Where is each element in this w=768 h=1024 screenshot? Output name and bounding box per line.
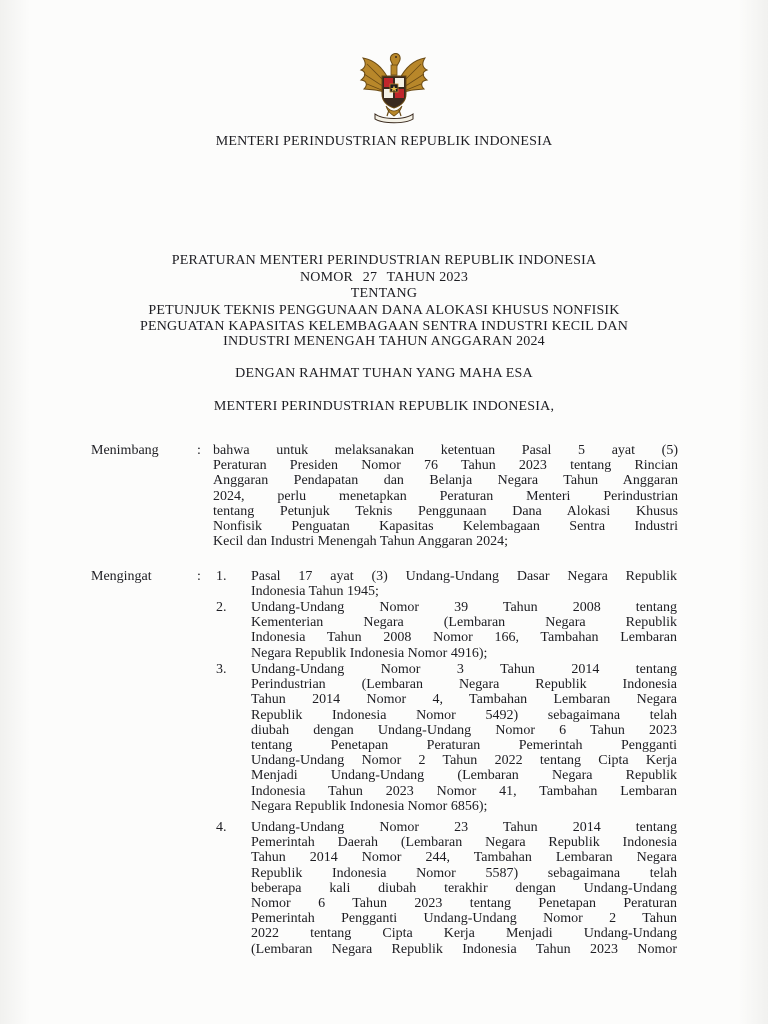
text-line: Negara Republik Indonesia Nomor 4916); [251, 645, 488, 661]
text-line: Undang-Undang Nomor 3 Tahun 2014 tentang [251, 662, 677, 677]
text-line: Tahun 2014 Nomor 4, Tambahan Lembaran Negara [251, 692, 677, 708]
regulation-about: TENTANG [350, 286, 418, 301]
mengingat-item-number: 3. [216, 662, 227, 677]
text-line: Kementerian Negara (Lembaran Negara Republik [251, 615, 677, 631]
mengingat-colon: : [197, 569, 201, 584]
text-line: (Lembaran Negara Republik Indonesia Tahun 2023 Nomor [251, 941, 677, 957]
regulation-number-prefix: NOMOR [299, 270, 354, 285]
menimbang-text [213, 443, 678, 549]
mengingat-item-number: 4. [216, 820, 227, 835]
text-line: bahwa untuk melaksanakan ketentuan Pasal 5 ayat (5) [213, 443, 678, 458]
preamble-minister: MENTERI PERINDUSTRIAN REPUBLIK INDONESIA, [213, 399, 555, 414]
text-line: Anggaran Pendapatan dan Belanja Negara Tahun Anggaran [213, 473, 678, 489]
regulation-number: 27 [362, 270, 378, 285]
regulation-year: TAHUN 2023 [386, 270, 469, 285]
text-line: Undang-Undang Nomor 2 Tahun 2022 tentang Cipta Kerja [251, 753, 677, 769]
text-line: tentang Penetapan Peraturan Pemerintah Pengganti [251, 738, 677, 754]
mengingat-item-number: 2. [216, 600, 227, 615]
ministry-header: MENTERI PERINDUSTRIAN REPUBLIK INDONESIA [215, 134, 553, 149]
text-line: Pasal 17 ayat (3) Undang-Undang Dasar Negara Republik [251, 569, 677, 584]
text-line: diubah dengan Undang-Undang Nomor 6 Tahun 2023 [251, 722, 677, 738]
subject-line: PETUNJUK TEKNIS PENGGUNAAN DANA ALOKASI KHUSUS NONFISIK [148, 303, 620, 318]
text-line: Republik Indonesia Nomor 5587) sebagaimana telah [251, 865, 677, 881]
text-line: beberapa kali diubah terakhir dengan Undang-Undang [251, 880, 677, 896]
text-line: Indonesia Tahun 2008 Nomor 166, Tambahan Lembaran [251, 630, 677, 646]
subject-line: INDUSTRI MENENGAH TAHUN ANGGARAN 2024 [223, 334, 545, 349]
text-line: Indonesia Tahun 1945; [251, 584, 379, 600]
mengingat-item-text [251, 600, 677, 661]
mengingat-label: Mengingat [91, 569, 152, 584]
text-line: Menjadi Undang-Undang (Lembaran Negara Republik [251, 768, 677, 784]
mengingat-item-number: 1. [216, 569, 227, 584]
text-line: Pemerintah Daerah (Lembaran Negara Republik Indonesia [251, 835, 677, 851]
text-line: Kecil dan Industri Menengah Tahun Anggaran 2024; [213, 534, 509, 550]
regulation-number-line [0, 270, 768, 285]
regulation-title: PERATURAN MENTERI PERINDUSTRIAN REPUBLIK INDONESIA [171, 253, 597, 268]
preamble-grace: DENGAN RAHMAT TUHAN YANG MAHA ESA [235, 366, 533, 381]
text-line: Undang-Undang Nomor 23 Tahun 2014 tentang [251, 820, 677, 835]
text-line: Perindustrian (Lembaran Negara Republik Indonesia [251, 677, 677, 693]
text-line: Nomor 6 Tahun 2023 tentang Penetapan Peraturan [251, 896, 677, 912]
text-line: Negara Republik Indonesia Nomor 6856); [251, 798, 488, 814]
mengingat-item-text [251, 569, 677, 599]
mengingat-item-text [251, 820, 677, 957]
text-line: 2022 tentang Cipta Kerja Menjadi Undang-Undang [251, 926, 677, 942]
text-line: Indonesia Tahun 2023 Nomor 41, Tambahan Lembaran [251, 783, 677, 799]
text-line: tentang Petunjuk Teknis Penggunaan Dana Alokasi Khusus [213, 503, 678, 519]
text-line: 2024, perlu menetapkan Peraturan Menteri Perindustrian [213, 488, 678, 504]
text-line: Peraturan Presiden Nomor 76 Tahun 2023 tentang Rincian [213, 458, 678, 474]
mengingat-item-text [251, 662, 677, 814]
regulation-subject [0, 303, 768, 350]
text-line: Tahun 2014 Nomor 244, Tambahan Lembaran Negara [251, 850, 677, 866]
text-line: Pemerintah Pengganti Undang-Undang Nomor 2 Tahun [251, 911, 677, 927]
garuda-emblem-icon [355, 50, 433, 125]
text-line: Republik Indonesia Nomor 5492) sebagaimana telah [251, 707, 677, 723]
text-line: Undang-Undang Nomor 39 Tahun 2008 tentang [251, 600, 677, 615]
text-line: Nonfisik Penguatan Kapasitas Kelembagaan Sentra Industri [213, 519, 678, 535]
menimbang-colon: : [197, 443, 201, 458]
menimbang-label: Menimbang [91, 443, 159, 458]
subject-line: PENGUATAN KAPASITAS KELEMBAGAAN SENTRA INDUSTRI KECIL DAN [139, 318, 629, 334]
